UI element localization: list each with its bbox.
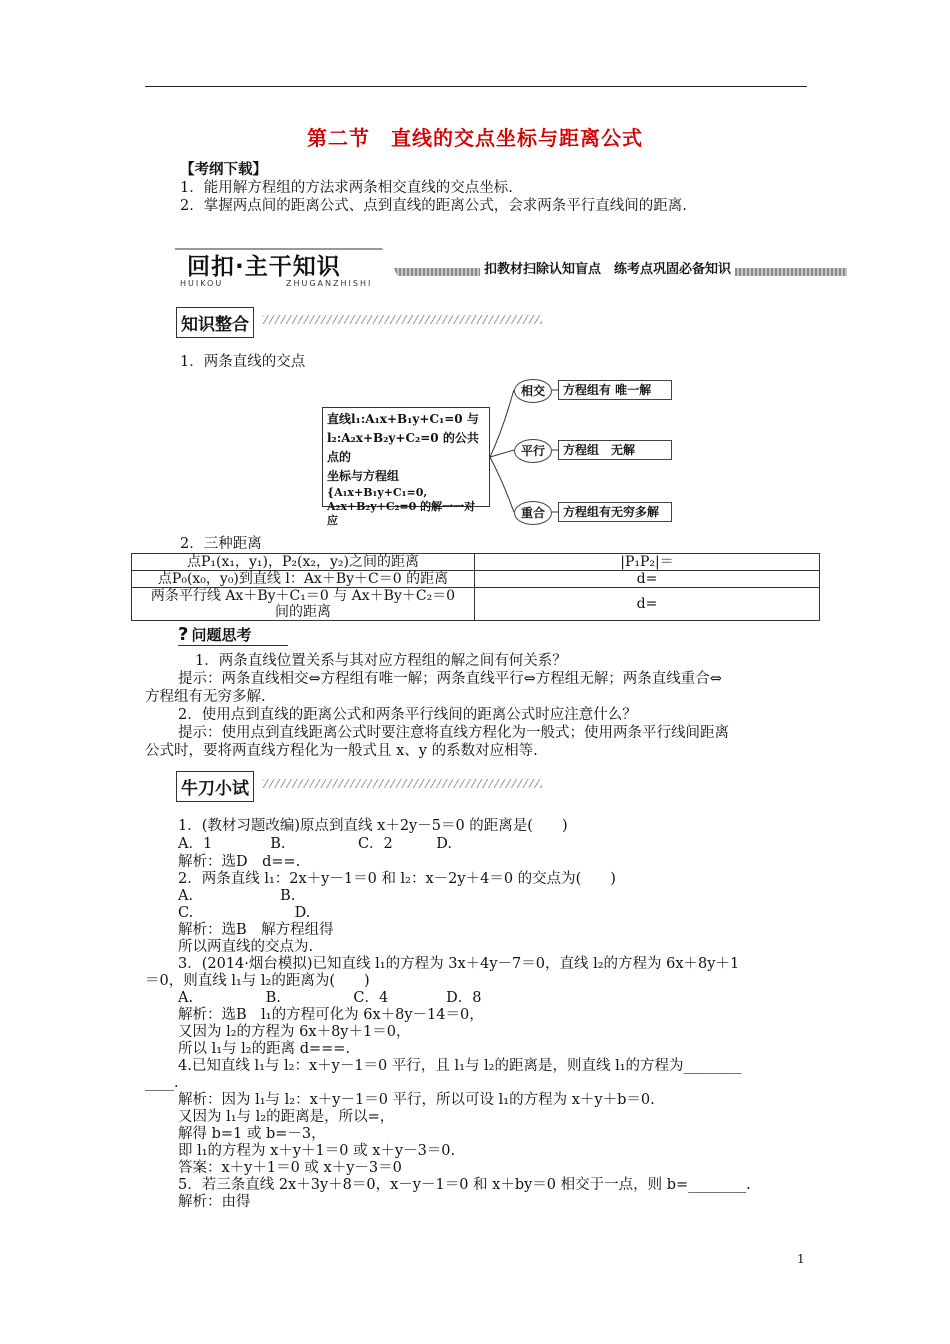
think-line: 2．使用点到直线的距离公式和两条平行线间的距离公式时应注意什么？ bbox=[178, 707, 637, 723]
header-rule bbox=[145, 86, 807, 87]
practice-line: 5．若三条直线 2x＋3y＋8＝0，x－y－1＝0 和 x＋by＝0 相交于一点，则 b=________. bbox=[178, 1177, 751, 1193]
tag-hatch bbox=[262, 779, 542, 788]
practice-line: 1．(教材习题改编)原点到直线 x＋2y－5＝0 的距离是( ) bbox=[178, 818, 568, 834]
tag-underline bbox=[178, 645, 288, 646]
practice-line: 即 l₁的方程为 x＋y＋1＝0 或 x＋y－3＝0. bbox=[178, 1143, 456, 1159]
practice-line: 又因为 l₁与 l₂的距离是，所以=， bbox=[178, 1109, 395, 1125]
practice-line: 解析：因为 l₁与 l₂：x＋y－1＝0 平行，所以可设 l₁的方程为 x＋y＋b＝0. bbox=[178, 1092, 655, 1108]
practice-line: ＝0，则直线 l₁与 l₂的距离为( ) bbox=[145, 973, 370, 989]
branch-parallel: 平行 bbox=[514, 439, 552, 463]
knowledge-item-2: 2．三种距离 bbox=[180, 536, 262, 552]
banner-pinyin-left: HUIKOU bbox=[180, 279, 224, 288]
think-line: 提示：使用点到直线距离公式时要注意将直线方程化为一般式；使用两条平行线间距离 bbox=[178, 725, 729, 741]
practice-line: 解析：选D d==. bbox=[178, 854, 301, 870]
practice-line: 解析：选B 解方程组得 bbox=[178, 922, 334, 938]
table-row bbox=[132, 554, 820, 571]
think-line: 1．两条直线位置关系与其对应方程组的解之间有何关系？ bbox=[195, 653, 567, 669]
practice-line: 又因为 l₂的方程为 6x＋8y＋1＝0， bbox=[178, 1024, 411, 1040]
table-cell: d= bbox=[475, 571, 820, 588]
practice-line: 3．(2014·烟台模拟)已知直线 l₁的方程为 3x＋4y－7＝0，直线 l₂的方程为 6x＋8y＋1 bbox=[178, 956, 740, 972]
practice-line: A. B. C．4 D．8 bbox=[178, 990, 482, 1006]
practice-line: 所以 l₁与 l₂的距离 d===. bbox=[178, 1041, 351, 1057]
branch-intersect: 相交 bbox=[514, 379, 552, 403]
table-cell: |P₁P₂|＝ bbox=[475, 554, 820, 571]
practice-line: 答案：x＋y＋1＝0 或 x＋y－3＝0 bbox=[178, 1160, 402, 1176]
tag-hatch bbox=[262, 315, 542, 324]
practice-line: ____. bbox=[145, 1075, 179, 1091]
banner-pinyin-right: ZHUGANZHISHI bbox=[286, 279, 373, 288]
distance-table bbox=[131, 553, 820, 621]
practice-line: 所以两直线的交点为. bbox=[178, 939, 314, 955]
practice-line: A．1 B. C．2 D. bbox=[178, 836, 452, 852]
knowledge-item-1: 1．两条直线的交点 bbox=[180, 354, 306, 370]
practice-line: 解析：由得 bbox=[178, 1194, 251, 1210]
think-line: 公式时，要将两直线方程化为一般式且 x、y 的系数对应相等. bbox=[145, 743, 538, 759]
section-tag-think: ? 问题思考 bbox=[178, 624, 252, 645]
think-line: 提示：两条直线相交⇔方程组有唯一解；两条直线平行⇔方程组无解；两条直线重合⇔ bbox=[178, 671, 722, 687]
practice-line: 4.已知直线 l₁与 l₂：x＋y－1＝0 平行，且 l₁与 l₂的距离是，则直线 l₁的方程为________ bbox=[178, 1058, 742, 1074]
page-number: 1 bbox=[797, 1252, 805, 1266]
banner-title: 回扣·主干知识 bbox=[187, 254, 341, 280]
branch-result: 方程组 无解 bbox=[558, 440, 672, 460]
think-line: 方程组有无穷多解. bbox=[145, 689, 266, 705]
question-icon: ? bbox=[178, 624, 189, 645]
practice-line: 解析：选B l₁的方程可化为 6x＋8y－14＝0， bbox=[178, 1007, 484, 1023]
table-row bbox=[132, 588, 820, 621]
branch-coincide: 重合 bbox=[514, 501, 552, 525]
syllabus-item: 2．掌握两点间的距离公式、点到直线的距离公式，会求两条平行直线间的距离. bbox=[180, 198, 687, 214]
table-cell: 点P₁(x₁，y₁)，P₂(x₂，y₂)之间的距离 bbox=[132, 554, 475, 571]
mindmap-center: 直线l₁:A₁x+B₁y+C₁=0 与 l₂:A₂x+B₂y+C₂=0 的公共点的 坐标与方程组 {A₁x+B₁y+C₁=0, A₂x+B₂y+C₂=0 的解一一对应 bbox=[322, 407, 490, 507]
syllabus-item: 1．能用解方程组的方法求两条相交直线的交点坐标. bbox=[180, 180, 513, 196]
section-tag-practice: 牛刀小试 bbox=[176, 771, 254, 802]
practice-line: 2．两条直线 l₁：2x＋y－1＝0 和 l₂：x－2y＋4＝0 的交点为( ) bbox=[178, 871, 616, 887]
table-cell: 点P₀(x₀，y₀)到直线 l：Ax＋By＋C＝0 的距离 bbox=[132, 571, 475, 588]
practice-line: 解得 b=1 或 b=－3， bbox=[178, 1126, 326, 1142]
page-title: 第二节 直线的交点坐标与距离公式 bbox=[307, 126, 643, 150]
banner bbox=[175, 248, 405, 278]
mindmap bbox=[322, 380, 678, 540]
practice-line: A. B. bbox=[178, 888, 296, 904]
branch-result: 方程组有无穷多解 bbox=[558, 502, 672, 522]
syllabus-heading: 【考纲下载】 bbox=[180, 161, 267, 178]
branch-result: 方程组有 唯一解 bbox=[558, 380, 672, 400]
table-row bbox=[132, 571, 820, 588]
table-cell: d= bbox=[475, 588, 820, 621]
banner-slogan: 扣教材扫除认知盲点 练考点巩固必备知识 bbox=[480, 258, 735, 277]
table-cell: 两条平行线 Ax＋By＋C₁＝0 与 Ax＋By＋C₂＝0 间的距离 bbox=[132, 588, 475, 621]
section-tag-knowledge: 知识整合 bbox=[176, 307, 254, 338]
practice-line: C. D. bbox=[178, 905, 311, 921]
